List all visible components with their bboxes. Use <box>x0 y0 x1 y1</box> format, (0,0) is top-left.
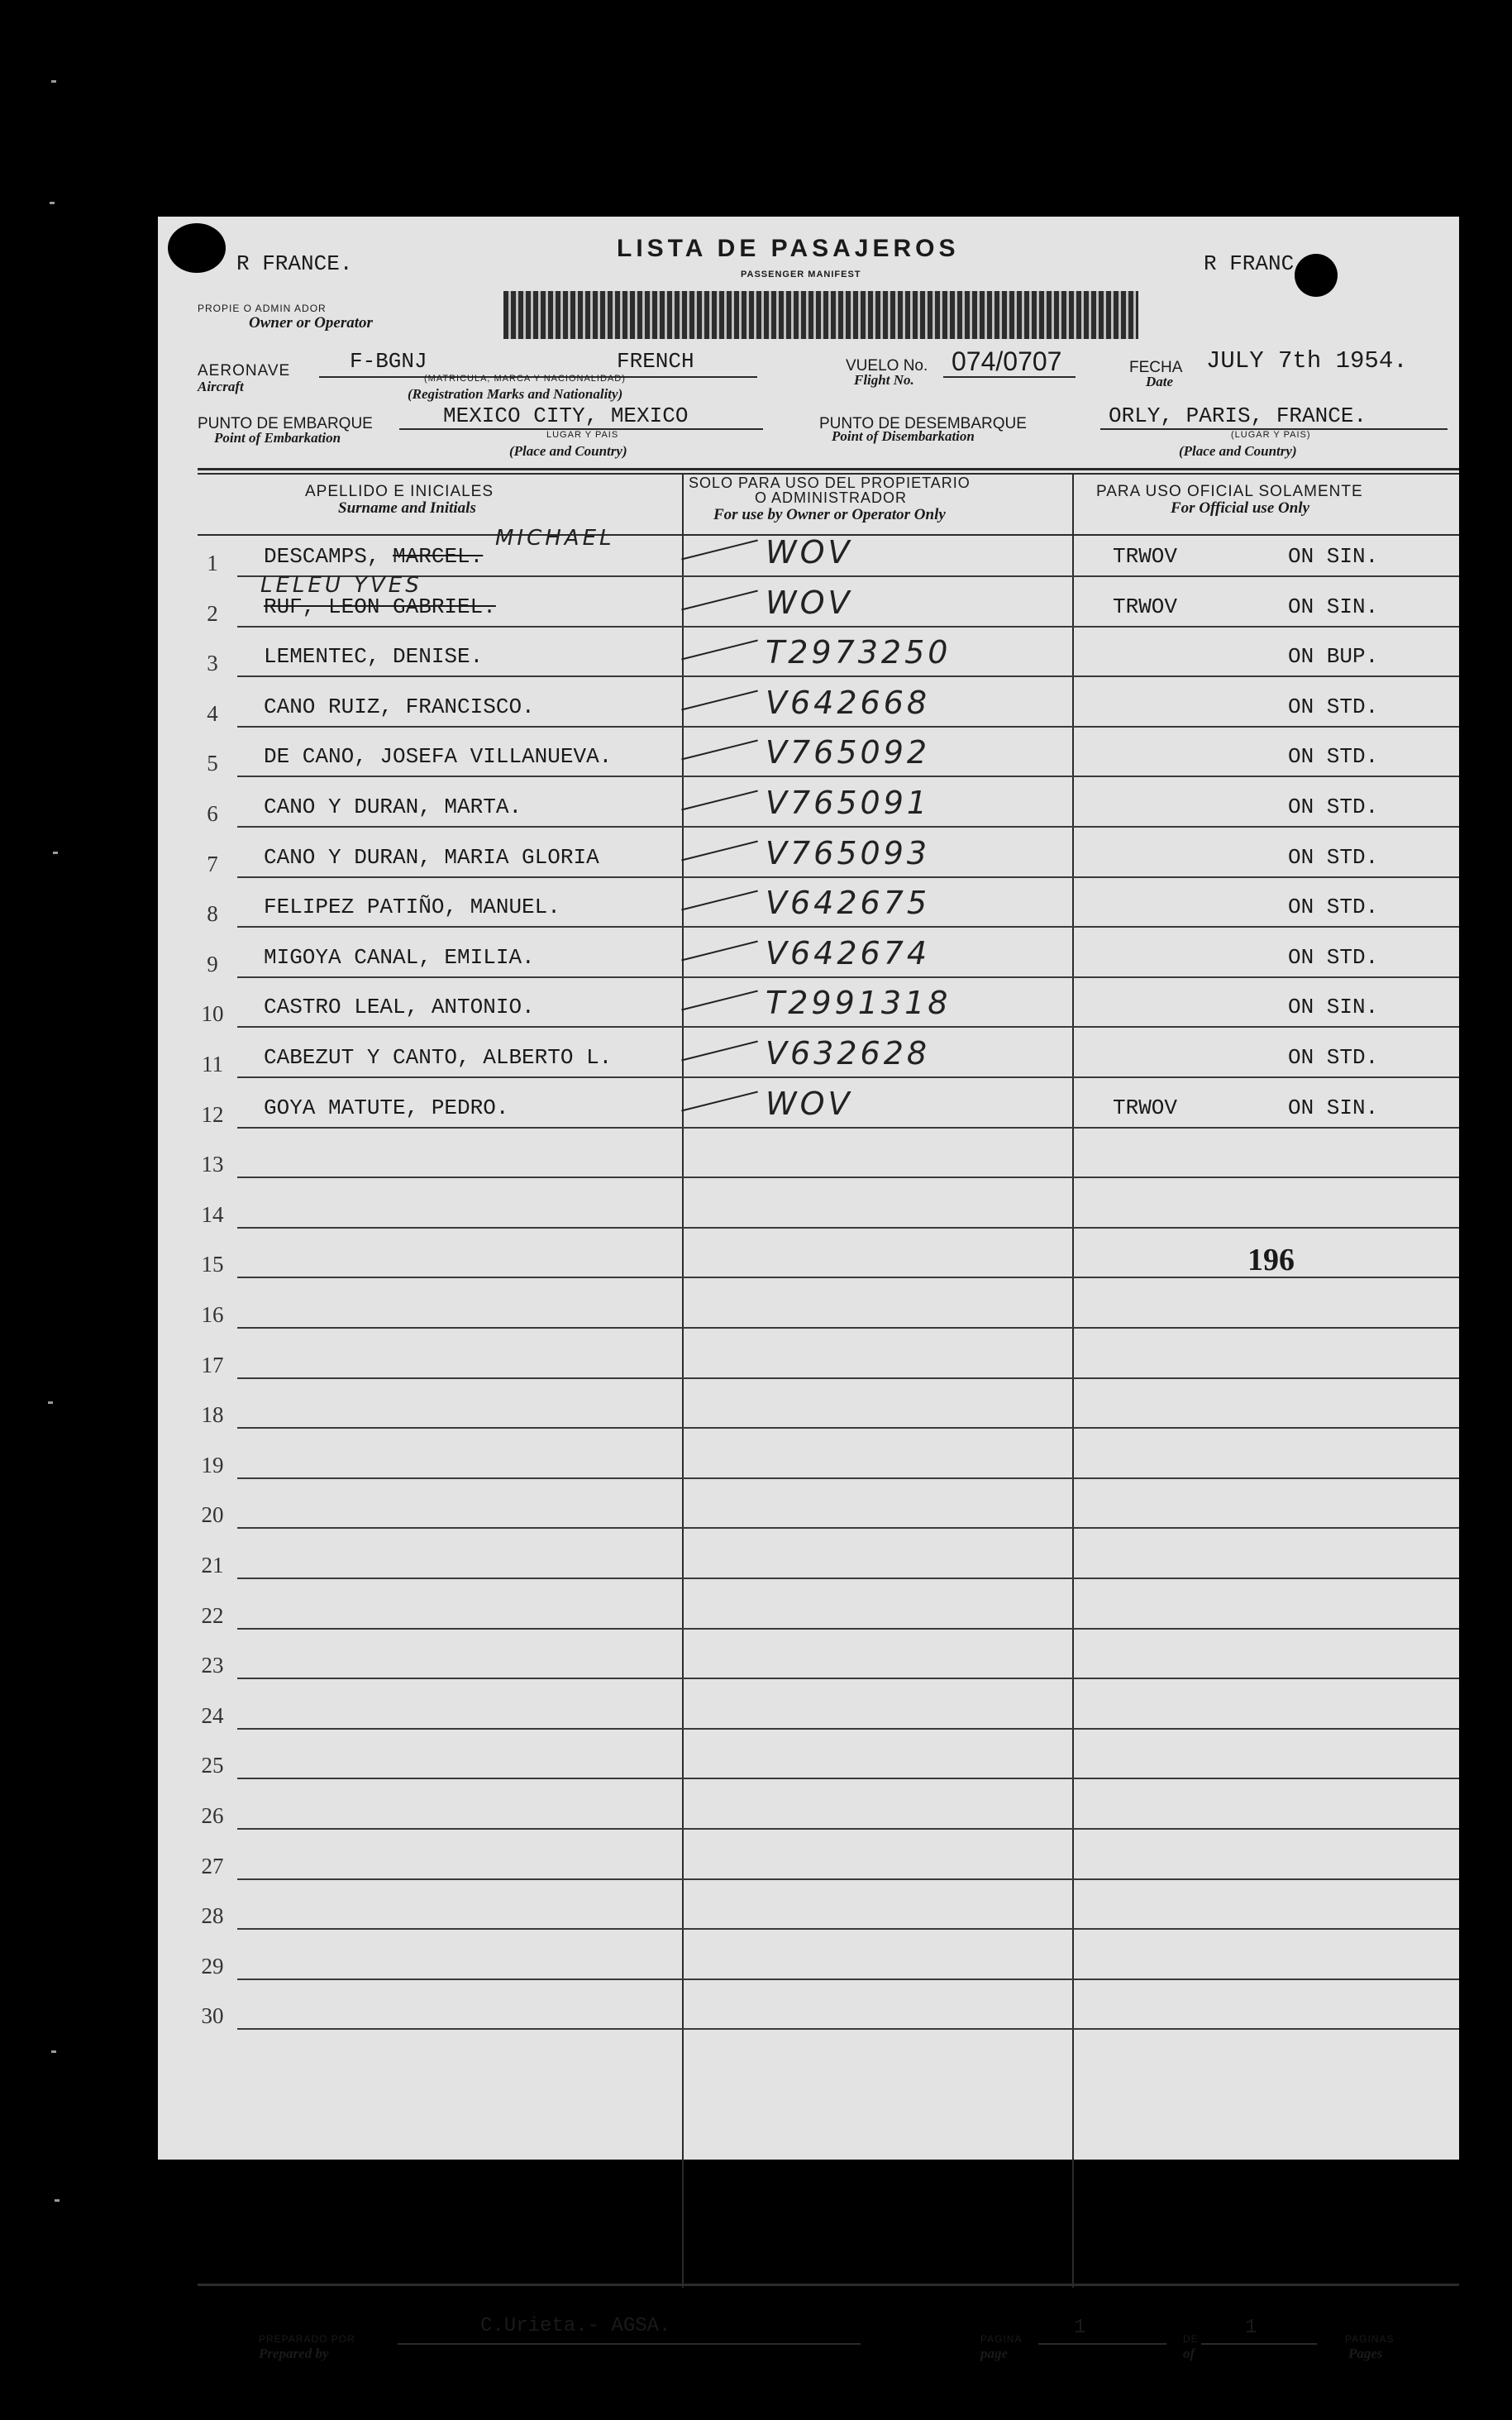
row-line <box>237 926 1459 928</box>
prepared-label: PREPARADO POR <box>259 2333 355 2345</box>
row-line <box>237 1928 1459 1930</box>
table-row <box>158 683 1459 733</box>
passenger-name <box>264 1045 612 1070</box>
passenger-name <box>260 572 496 619</box>
row-number: 12 <box>201 1101 224 1127</box>
row-number: 7 <box>207 851 218 876</box>
scan-speck <box>55 2199 60 2202</box>
table-row <box>158 1033 1459 1083</box>
nationality-value: FRENCH <box>617 349 694 374</box>
page-label-en: page <box>980 2346 1009 2361</box>
registration-caption-en: (Registration Marks and Nationality) <box>408 386 623 402</box>
row-line <box>237 1327 1459 1329</box>
col-official-header-en: For Official use Only <box>1171 499 1310 517</box>
table-row <box>158 1535 1459 1584</box>
row-number: 30 <box>201 2003 224 2029</box>
row-line <box>237 1076 1459 1078</box>
registration-value: F-BGNJ <box>350 349 427 374</box>
passenger-name-text: GOYA MATUTE, PEDRO. <box>264 1095 509 1120</box>
row-number: 17 <box>201 1352 224 1377</box>
row-line <box>237 826 1459 828</box>
scan-speck <box>53 852 58 854</box>
owner-label: PROPIE O ADMIN ADOR <box>198 303 327 314</box>
row-line <box>237 1026 1459 1028</box>
row-line <box>237 976 1459 978</box>
row-number: 18 <box>201 1402 224 1428</box>
embark-place-caption: LUGAR Y PAIS <box>546 430 619 440</box>
punch-hole-right <box>1295 254 1338 297</box>
col-name-header-en: Surname and Initials <box>338 499 476 517</box>
registration-caption: (MATRICULA, MARCA Y NACIONALIDAD) <box>424 374 626 384</box>
official-status: ON SIN. <box>1288 1095 1379 1120</box>
row-number: 10 <box>201 1001 224 1027</box>
row-number: 9 <box>207 951 218 976</box>
page-number: 1 <box>1074 2317 1086 2339</box>
scan-speck <box>48 1401 53 1404</box>
official-code: TRWOV <box>1113 544 1178 569</box>
row-number: 23 <box>201 1653 224 1678</box>
col-owner-header-2: O ADMINISTRADOR <box>755 489 908 506</box>
table-row <box>158 1585 1459 1635</box>
table-row <box>158 632 1459 682</box>
handwritten-passport-number: WOV <box>766 1085 853 1122</box>
row-number: 13 <box>201 1152 224 1177</box>
row-line <box>237 876 1459 878</box>
passenger-name-text: FELIPEZ PATIÑO, MANUEL. <box>264 895 560 920</box>
embark-place: MEXICO CITY, MEXICO <box>443 403 689 428</box>
handwritten-name-correction: LELEU YVES <box>260 572 422 598</box>
struck-name-text: RUF, LEON GABRIEL. <box>264 594 496 619</box>
flight-number: 074/0707 <box>952 346 1062 376</box>
check-mark <box>681 990 758 1011</box>
row-line <box>237 776 1459 777</box>
table-row <box>158 572 1459 632</box>
table-row <box>158 983 1459 1033</box>
official-status: ON STD. <box>1288 844 1379 870</box>
passenger-name <box>264 945 535 970</box>
row-line <box>237 1578 1459 1579</box>
handwritten-passport-number: V765092 <box>766 734 931 771</box>
passenger-name-text: LEMENTEC, DENISE. <box>264 644 484 670</box>
row-line <box>237 1177 1459 1178</box>
table-row <box>158 1484 1459 1534</box>
official-status: ON STD. <box>1288 895 1379 920</box>
handwritten-passport-number: T2991318 <box>766 985 952 1022</box>
prepared-label-en: Prepared by <box>259 2346 329 2361</box>
row-line <box>237 1828 1459 1830</box>
row-line <box>237 1678 1459 1679</box>
passenger-name-text: CASTRO LEAL, ANTONIO. <box>264 995 535 1020</box>
table-row <box>158 1334 1459 1384</box>
row-number: 27 <box>201 1853 224 1878</box>
table-row <box>158 933 1459 983</box>
handwritten-passport-number: V642675 <box>766 885 931 922</box>
table-row <box>158 783 1459 833</box>
row-number: 16 <box>201 1302 224 1327</box>
row-line <box>237 1978 1459 1980</box>
table-row <box>158 1785 1459 1835</box>
row-number: 8 <box>207 901 218 927</box>
check-mark <box>681 640 758 661</box>
row-number: 24 <box>201 1702 224 1728</box>
handwritten-passport-number: WOV <box>766 584 853 621</box>
document-title: LISTA DE PASAJEROS <box>617 235 960 262</box>
passenger-name <box>264 644 483 669</box>
row-line <box>237 626 1459 628</box>
row-number: 3 <box>207 651 218 676</box>
row-number: 1 <box>207 551 218 575</box>
passenger-name-text: DESCAMPS, <box>264 544 394 569</box>
row-number: 19 <box>201 1452 224 1477</box>
page-label: PAGINA <box>980 2333 1023 2345</box>
passenger-name-text: CANO Y DURAN, MARTA. <box>264 795 522 819</box>
row-line <box>237 1878 1459 1880</box>
date-label: FECHA <box>1129 359 1183 376</box>
airline-name-right: R FRANC <box>1204 251 1295 276</box>
table-row <box>158 1985 1459 2035</box>
row-number: 25 <box>201 1753 224 1778</box>
disembark-place: ORLY, PARIS, FRANCE. <box>1109 403 1367 428</box>
row-line <box>237 726 1459 728</box>
handwritten-passport-number: V765091 <box>766 785 931 821</box>
passenger-name-text: MIGOYA CANAL, EMILIA. <box>264 944 535 970</box>
row-line <box>237 675 1459 677</box>
handwritten-passport-number: WOV <box>766 534 853 570</box>
row-line <box>237 1628 1459 1630</box>
check-mark <box>681 1091 758 1111</box>
punch-hole-left <box>168 223 226 273</box>
aircraft-label-en: Aircraft <box>198 379 244 394</box>
row-number: 22 <box>201 1602 224 1628</box>
passenger-name <box>264 895 560 919</box>
check-mark <box>681 589 758 610</box>
official-status: ON BUP. <box>1288 644 1379 670</box>
embark-place-caption-en: (Place and Country) <box>509 443 627 459</box>
handwritten-passport-number: V765093 <box>766 834 931 871</box>
manifest-sheet <box>158 217 1459 2361</box>
table-row <box>158 1936 1459 1985</box>
aircraft-label: AERONAVE <box>198 362 291 379</box>
row-number: 15 <box>201 1252 224 1277</box>
row-line <box>237 1427 1459 1429</box>
handwritten-name-correction: MICHAEL <box>495 526 615 551</box>
handwritten-passport-number: V642674 <box>766 934 931 971</box>
table-row <box>158 1885 1459 1935</box>
table-row <box>158 883 1459 933</box>
of-label-en: of <box>1183 2346 1195 2361</box>
pages-label-en: Pages <box>1348 2346 1383 2361</box>
col-name-header: APELLIDO E INICIALES <box>305 483 494 500</box>
row-number: 6 <box>207 801 218 826</box>
scan-speck <box>51 2050 56 2053</box>
check-mark <box>681 940 758 961</box>
embark-label-en: Point of Embarkation <box>214 430 341 446</box>
table-row <box>158 1635 1459 1684</box>
table-row <box>158 1434 1459 1484</box>
official-status: ON STD. <box>1288 1045 1379 1070</box>
col-owner-header: SOLO PARA USO DEL PROPIETARIO <box>689 475 971 491</box>
handwritten-passport-number: V642668 <box>766 684 931 721</box>
table-row <box>158 1735 1459 1784</box>
table-row <box>158 833 1459 883</box>
owner-stamp-pattern <box>503 291 1138 339</box>
passenger-name-text: CANO RUIZ, FRANCISCO. <box>264 694 535 719</box>
official-status: ON STD. <box>1288 744 1379 770</box>
passenger-name-text: CANO Y DURAN, MARIA GLORIA <box>264 844 599 870</box>
table-row <box>158 1184 1459 1234</box>
row-line <box>237 1377 1459 1379</box>
row-number: 4 <box>207 700 218 726</box>
table-row <box>158 1835 1459 1885</box>
row-number: 21 <box>201 1553 224 1578</box>
official-status: ON SIN. <box>1288 544 1379 569</box>
check-mark <box>681 890 758 911</box>
row-line <box>237 1227 1459 1229</box>
passenger-name <box>264 744 612 769</box>
official-status: ON SIN. <box>1288 594 1379 619</box>
official-number: 196 <box>1247 1243 1295 1277</box>
row-number: 5 <box>207 751 218 776</box>
passenger-name <box>264 526 615 569</box>
row-number: 28 <box>201 1903 224 1929</box>
document-subtitle: PASSENGER MANIFEST <box>741 270 861 279</box>
check-mark <box>681 690 758 710</box>
pages-label: PAGINAS <box>1345 2333 1395 2345</box>
handwritten-passport-number: V632628 <box>766 1035 931 1072</box>
embark-label: PUNTO DE EMBARQUE <box>198 415 373 432</box>
table-row <box>158 1084 1459 1134</box>
official-status: ON STD. <box>1288 694 1379 719</box>
col-official-header: PARA USO OFICIAL SOLAMENTE <box>1096 483 1363 500</box>
check-mark <box>681 740 758 761</box>
passenger-name <box>264 845 599 870</box>
official-status: ON SIN. <box>1288 995 1379 1020</box>
row-number: 2 <box>207 600 218 626</box>
scan-speck <box>50 202 55 204</box>
row-number: 11 <box>202 1052 223 1076</box>
row-number: 14 <box>201 1201 224 1227</box>
table-row <box>158 733 1459 782</box>
row-number: 20 <box>201 1502 224 1528</box>
disembark-label-en: Point of Disembarkation <box>832 428 975 444</box>
row-line <box>237 1527 1459 1529</box>
check-mark <box>681 840 758 861</box>
of-label: DE <box>1183 2333 1199 2345</box>
table-row <box>158 1134 1459 1183</box>
row-line <box>237 1778 1459 1779</box>
row-line <box>237 1477 1459 1479</box>
official-code: TRWOV <box>1113 1095 1178 1120</box>
passenger-name <box>264 995 535 1019</box>
check-mark <box>681 1041 758 1062</box>
passenger-name <box>264 795 522 819</box>
prepared-by: C.Urieta.- AGSA. <box>480 2315 671 2337</box>
passenger-name-text: DE CANO, JOSEFA VILLANUEVA. <box>264 744 613 770</box>
disembark-label: PUNTO DE DESEMBARQUE <box>819 415 1027 432</box>
table-row <box>158 1685 1459 1735</box>
check-mark <box>681 540 758 561</box>
official-status: ON STD. <box>1288 944 1379 970</box>
table-row <box>158 1384 1459 1434</box>
col-owner-header-en: For use by Owner or Operator Only <box>713 506 946 523</box>
row-line <box>237 2028 1459 2030</box>
handwritten-passport-number: T2973250 <box>766 634 952 671</box>
row-line <box>237 1127 1459 1129</box>
total-pages: 1 <box>1245 2317 1257 2339</box>
official-status: ON STD. <box>1288 795 1379 819</box>
date-value: JULY 7th 1954. <box>1206 347 1408 375</box>
airline-name-left: R FRANCE. <box>236 251 353 276</box>
check-mark <box>681 790 758 811</box>
row-number: 26 <box>201 1803 224 1828</box>
struck-name-text: MARCEL. <box>393 544 484 569</box>
flight-label: VUELO No. <box>846 357 928 375</box>
passenger-name <box>264 1095 508 1120</box>
disembark-place-caption: (LUGAR Y PAIS) <box>1231 430 1311 440</box>
owner-label-en: Owner or Operator <box>249 314 373 332</box>
row-line <box>237 1728 1459 1730</box>
passenger-name <box>264 694 535 719</box>
disembark-place-caption-en: (Place and Country) <box>1179 443 1297 459</box>
scan-speck <box>51 80 56 83</box>
official-code: TRWOV <box>1113 594 1178 619</box>
passenger-name-text: CABEZUT Y CANTO, ALBERTO L. <box>264 1045 613 1070</box>
flight-label-en: Flight No. <box>854 372 914 388</box>
row-number: 29 <box>201 1953 224 1978</box>
table-row <box>158 1284 1459 1334</box>
date-label-en: Date <box>1146 374 1174 389</box>
